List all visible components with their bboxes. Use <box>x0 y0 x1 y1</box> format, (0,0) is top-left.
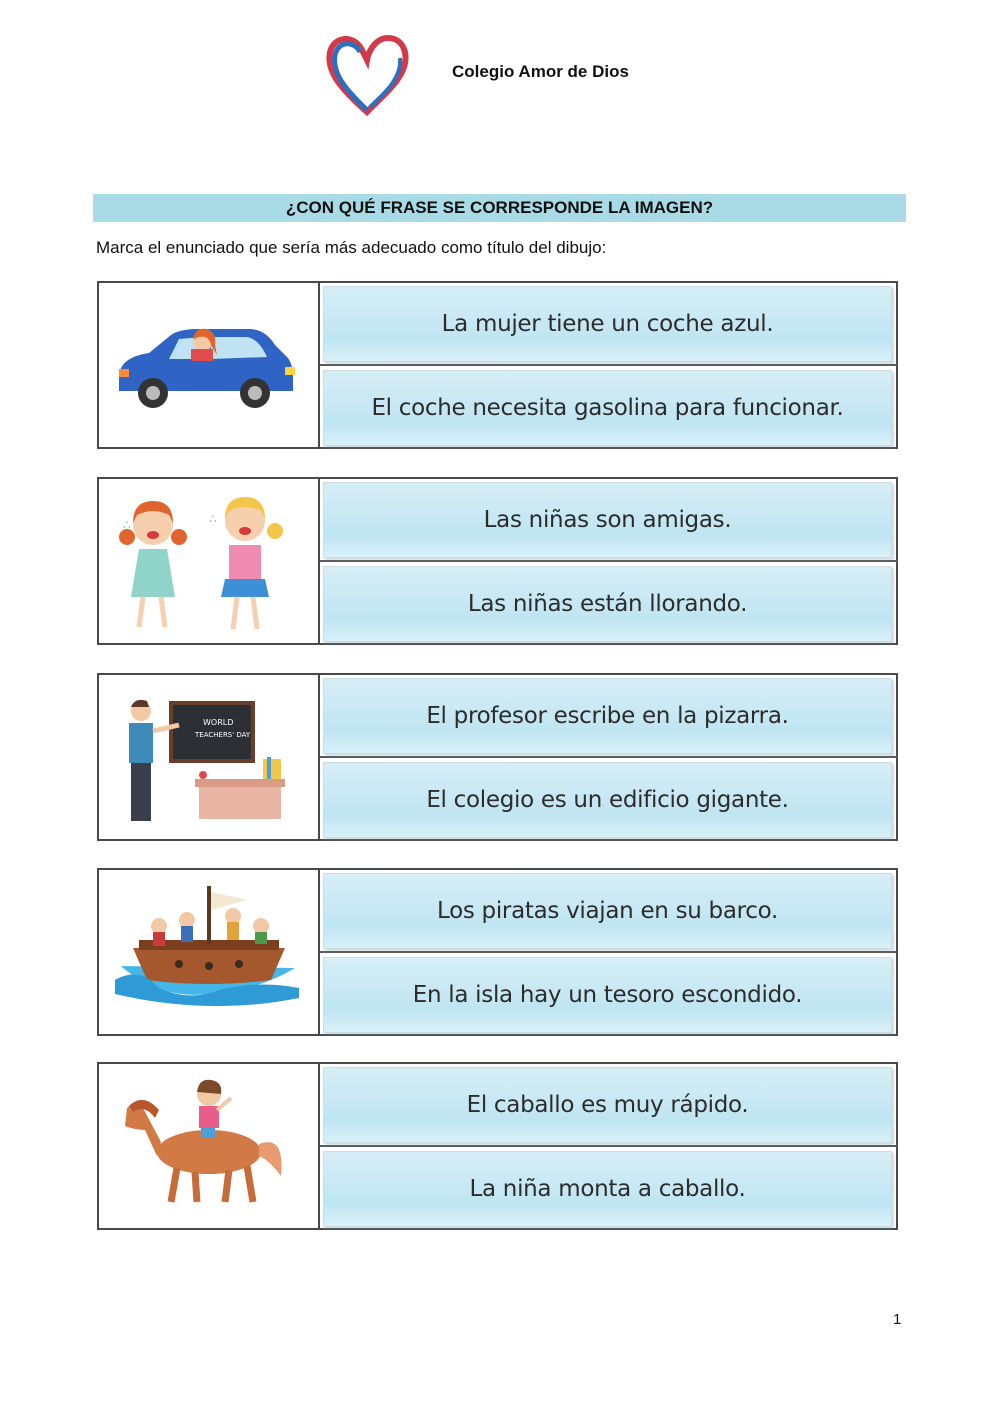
option-1b[interactable]: El coche necesita gasolina para funcionar. <box>323 370 892 446</box>
pirate-ship-icon <box>99 870 320 1034</box>
blackboard-text-2: TEACHERS' DAY <box>195 731 251 739</box>
option-4b[interactable]: En la isla hay un tesoro escondido. <box>323 957 892 1033</box>
school-name: Colegio Amor de Dios <box>452 62 629 81</box>
blackboard-text-1: WORLD <box>203 718 234 727</box>
worksheet-title: ¿CON QUÉ FRASE SE CORRESPONDE LA IMAGEN? <box>93 194 906 222</box>
car-icon <box>99 283 320 447</box>
heart-logo-icon <box>322 30 412 120</box>
question-item-1 <box>97 281 898 449</box>
option-1a[interactable]: La mujer tiene un coche azul. <box>323 286 892 362</box>
instruction-text: Marca el enunciado que sería más adecuado como título del dibujo: <box>96 238 607 257</box>
option-2a[interactable]: Las niñas son amigas. <box>323 482 892 558</box>
option-divider <box>320 364 898 366</box>
option-4a[interactable]: Los piratas viajan en su barco. <box>323 873 892 949</box>
girl-riding-horse-icon <box>99 1064 320 1228</box>
question-item-5 <box>97 1062 898 1230</box>
svg-text:∴: ∴ <box>209 512 217 526</box>
svg-text:∴: ∴ <box>123 518 131 532</box>
crying-girls-icon <box>99 479 320 643</box>
option-divider <box>320 951 898 953</box>
option-divider <box>320 1145 898 1147</box>
question-item-2 <box>97 477 898 645</box>
option-divider <box>320 560 898 562</box>
option-5b[interactable]: La niña monta a caballo. <box>323 1151 892 1227</box>
page-number: 1 <box>893 1311 902 1328</box>
option-3b[interactable]: El colegio es un edificio gigante. <box>323 762 892 838</box>
teacher-blackboard-icon <box>99 675 320 839</box>
option-2b[interactable]: Las niñas están llorando. <box>323 566 892 642</box>
option-5a[interactable]: El caballo es muy rápido. <box>323 1067 892 1143</box>
option-divider <box>320 756 898 758</box>
question-item-3 <box>97 673 898 841</box>
question-item-4 <box>97 868 898 1036</box>
option-3a[interactable]: El profesor escribe en la pizarra. <box>323 678 892 754</box>
